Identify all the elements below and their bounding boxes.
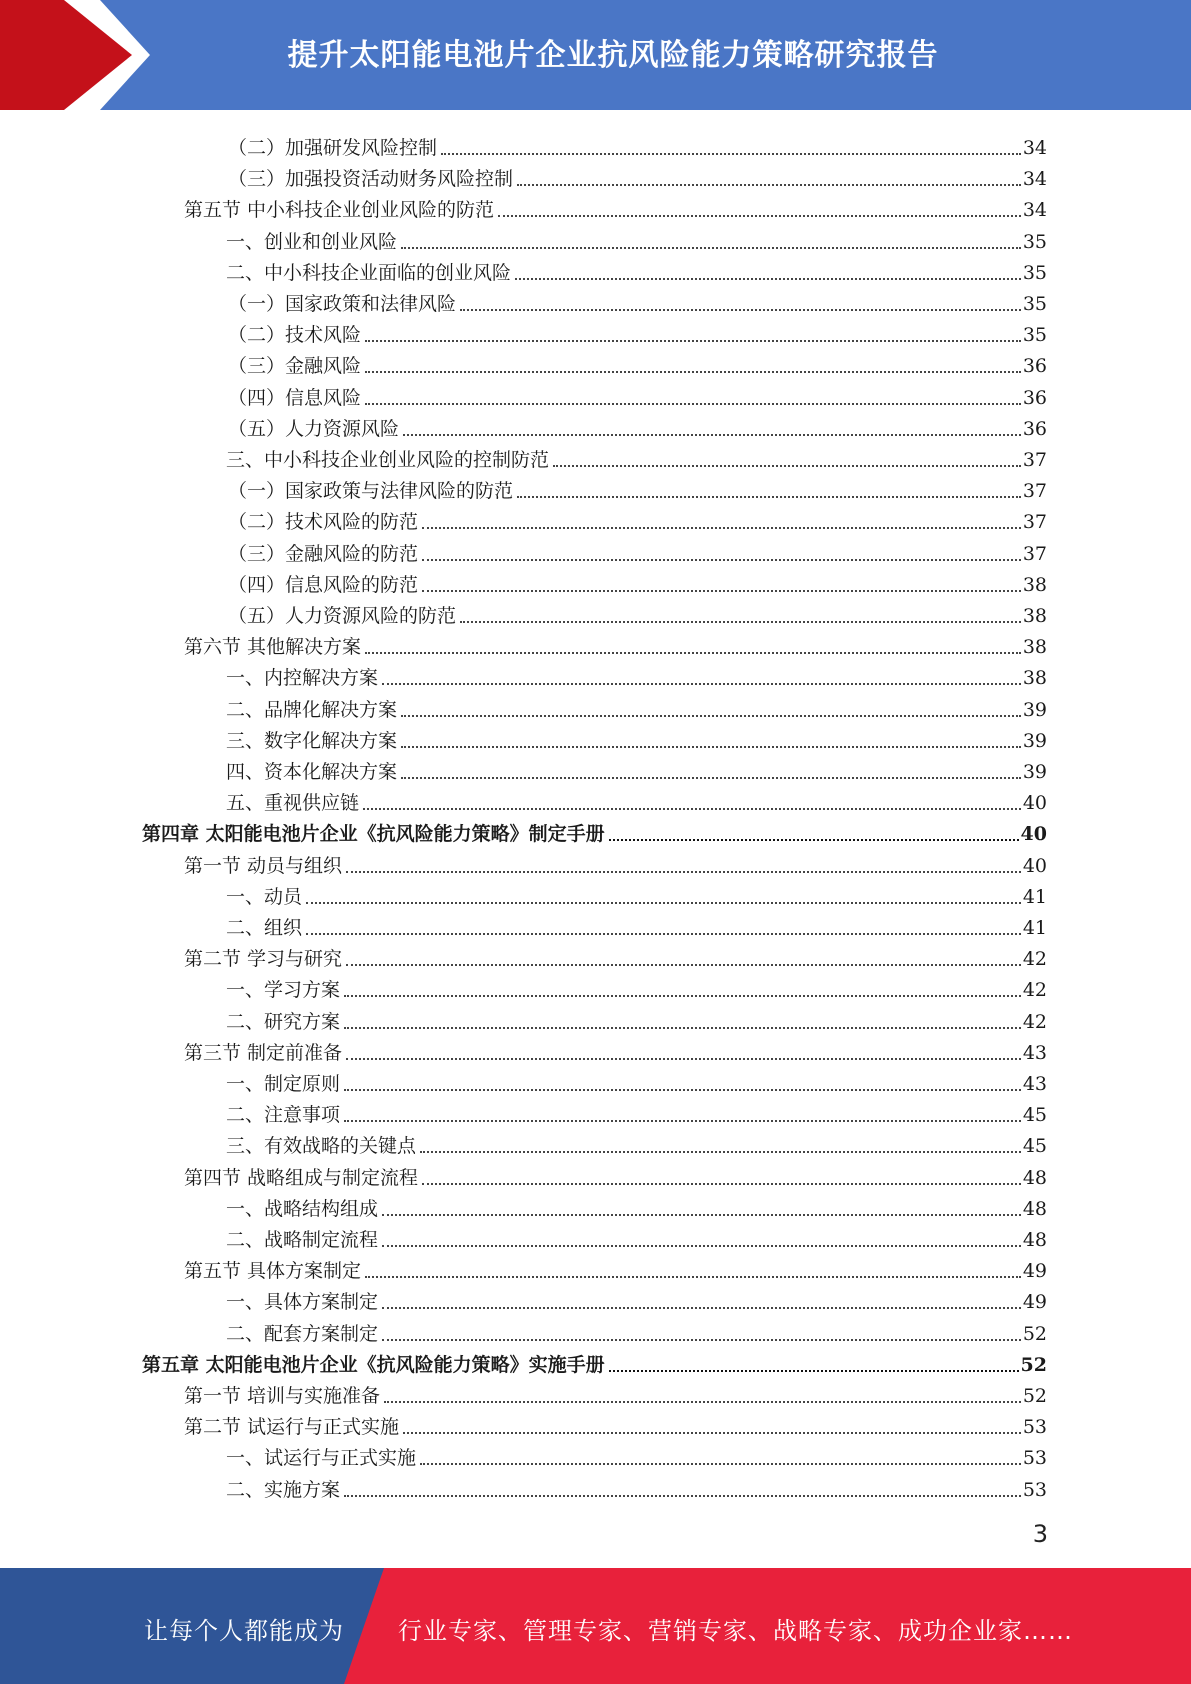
toc-dot-leader (344, 1027, 1021, 1029)
toc-entry-label: 一、试运行与正式实施 (226, 1447, 417, 1470)
toc-dot-leader (346, 871, 1021, 873)
toc-entry[interactable] (184, 846, 1047, 877)
toc-dot-leader (420, 1151, 1021, 1153)
toc-dot-leader (401, 746, 1021, 748)
toc-dot-leader (401, 715, 1021, 717)
toc-entry-page: 37 (1022, 542, 1047, 565)
toc-entry[interactable] (226, 1002, 1047, 1033)
toc-entry-label: （二）技术风险 (228, 324, 362, 347)
toc-entry-label: 第一节 动员与组织 (184, 854, 343, 877)
toc-dot-leader (365, 1276, 1021, 1278)
toc-entry-label: 一、具体方案制定 (226, 1291, 379, 1314)
toc-entry[interactable] (228, 409, 1047, 440)
toc-dot-leader (403, 434, 1021, 436)
toc-entry-page: 49 (1022, 1291, 1047, 1314)
toc-entry-label: 第二节 学习与研究 (184, 948, 343, 971)
toc-entry[interactable] (228, 346, 1047, 377)
toc-entry[interactable] (226, 721, 1047, 752)
toc-entry-label: 二、战略制定流程 (226, 1229, 379, 1251)
toc-entry-label: 三、有效战略的关键点 (226, 1135, 417, 1158)
toc-entry-page: 37 (1022, 511, 1047, 534)
toc-entry-page: 36 (1022, 386, 1047, 409)
toc-entry-page: 35 (1022, 324, 1047, 347)
toc-dot-leader (306, 902, 1021, 904)
toc-entry[interactable] (184, 190, 1047, 221)
toc-entry-page: 53 (1022, 1478, 1047, 1501)
toc-entry-page: 36 (1022, 355, 1047, 378)
toc-entry-label: 二、配套方案制定 (226, 1322, 379, 1345)
toc-entry[interactable] (226, 1095, 1047, 1126)
toc-entry-page: 53 (1022, 1447, 1047, 1470)
toc-dot-leader (365, 340, 1021, 342)
toc-dot-leader (382, 1307, 1021, 1309)
toc-entry-page: 34 (1022, 137, 1047, 159)
toc-entry-label: （三）金融风险 (228, 355, 362, 378)
toc-entry-label: 二、实施方案 (226, 1478, 341, 1501)
toc-entry[interactable] (226, 783, 1047, 814)
toc-entry-page: 52 (1020, 1353, 1047, 1376)
toc-entry-page: 49 (1022, 1260, 1047, 1283)
toc-entry-label: 第五节 中小科技企业创业风险的防范 (184, 199, 495, 222)
toc-entry[interactable] (184, 627, 1047, 658)
toc-dot-leader (403, 1432, 1021, 1434)
toc-entry-page: 37 (1022, 480, 1047, 503)
toc-entry[interactable] (228, 315, 1047, 346)
toc-dot-leader (609, 1370, 1019, 1372)
footer-slogan-right: 行业专家、管理专家、营销专家、战略专家、成功企业家…… (398, 1617, 1073, 1645)
toc-entry-page: 43 (1022, 1041, 1047, 1064)
toc-entry[interactable] (226, 1220, 1047, 1251)
toc-entry-label: 二、组织 (226, 917, 303, 939)
toc-entry[interactable] (228, 471, 1047, 502)
toc-dot-leader (344, 1120, 1021, 1122)
toc-entry[interactable] (226, 970, 1047, 1001)
toc-entry-label: 二、研究方案 (226, 1010, 341, 1033)
toc-entry-label: （二）加强研发风险控制 (228, 137, 438, 159)
toc-entry-page: 38 (1022, 667, 1047, 690)
toc-entry-page: 39 (1022, 729, 1047, 752)
toc-dot-leader (420, 1463, 1021, 1465)
toc-dot-leader (422, 590, 1021, 592)
toc-entry-page: 42 (1022, 979, 1047, 1002)
toc-entry[interactable] (228, 502, 1047, 533)
toc-entry[interactable] (226, 908, 1047, 939)
toc-entry-label: 第三节 制定前准备 (184, 1041, 343, 1064)
toc-entry-page: 36 (1022, 417, 1047, 440)
toc-dot-leader (346, 964, 1021, 966)
toc-entry-label: （一）国家政策与法律风险的防范 (228, 480, 514, 503)
toc-entry[interactable] (226, 1470, 1047, 1501)
toc-dot-leader (384, 1401, 1021, 1403)
toc-entry-page: 34 (1022, 199, 1047, 222)
toc-dot-leader (306, 933, 1021, 935)
toc-entry[interactable] (226, 1189, 1047, 1220)
toc-dot-leader (365, 403, 1021, 405)
toc-entry[interactable] (226, 658, 1047, 689)
toc-entry-page: 38 (1022, 605, 1047, 627)
toc-entry-label: 五、重视供应链 (226, 792, 360, 815)
toc-dot-leader (346, 1058, 1021, 1060)
toc-entry-page: 40 (1022, 792, 1047, 815)
toc-entry-page: 35 (1022, 261, 1047, 284)
toc-entry[interactable] (184, 939, 1047, 970)
toc-dot-leader (498, 215, 1021, 217)
toc-entry-page: 34 (1022, 168, 1047, 191)
page-footer (0, 1568, 1191, 1684)
toc-entry-label: （二）技术风险的防范 (228, 511, 419, 534)
toc-entry-page: 45 (1022, 1135, 1047, 1158)
toc-entry-page: 53 (1022, 1416, 1047, 1439)
toc-entry[interactable] (142, 1345, 1047, 1376)
toc-dot-leader (422, 527, 1021, 529)
toc-entry-page: 39 (1022, 761, 1047, 783)
toc-entry-label: 二、注意事项 (226, 1104, 341, 1127)
toc-entry-page: 35 (1022, 230, 1047, 253)
toc-entry[interactable] (142, 814, 1047, 845)
toc-entry-page: 52 (1022, 1385, 1047, 1407)
toc-entry[interactable] (184, 1033, 1047, 1064)
toc-entry-page: 43 (1022, 1073, 1047, 1095)
toc-entry-page: 41 (1022, 917, 1047, 939)
toc-dot-leader (365, 652, 1021, 654)
toc-dot-leader (344, 1089, 1021, 1091)
toc-entry-label: 第四章 太阳能电池片企业《抗风险能力策略》制定手册 (142, 823, 605, 846)
toc-entry[interactable] (184, 1407, 1047, 1438)
toc-dot-leader (517, 184, 1021, 186)
toc-entry-label: 一、学习方案 (226, 979, 341, 1002)
toc-entry-label: （四）信息风险的防范 (228, 573, 419, 596)
toc-entry-page: 52 (1022, 1322, 1047, 1345)
toc-dot-leader (344, 995, 1021, 997)
toc-entry-page: 39 (1022, 698, 1047, 721)
toc-entry-label: （五）人力资源风险的防范 (228, 605, 457, 627)
toc-entry[interactable] (226, 877, 1047, 908)
toc-entry-page: 45 (1022, 1104, 1047, 1127)
toc-entry-label: 一、创业和创业风险 (226, 230, 398, 253)
footer-slogan-left: 让每个人都能成为 (144, 1617, 344, 1645)
toc-entry-page: 40 (1020, 823, 1047, 846)
toc-entry[interactable] (184, 1251, 1047, 1282)
toc-entry[interactable] (226, 222, 1047, 253)
toc-entry-label: （三）加强投资活动财务风险控制 (228, 168, 514, 191)
toc-dot-leader (401, 777, 1021, 779)
toc-dot-leader (609, 839, 1019, 841)
toc-entry[interactable] (226, 752, 1047, 783)
document-title: 提升太阳能电池片企业抗风险能力策略研究报告 (287, 38, 939, 73)
toc-entry-label: 第四节 战略组成与制定流程 (184, 1166, 419, 1189)
toc-dot-leader (365, 371, 1021, 373)
toc-entry[interactable] (228, 159, 1047, 190)
toc-entry-label: （四）信息风险 (228, 386, 362, 409)
toc-entry-label: 三、中小科技企业创业风险的控制防范 (226, 449, 550, 471)
toc-entry[interactable] (226, 690, 1047, 721)
toc-entry[interactable] (228, 534, 1047, 565)
toc-entry-label: 一、战略结构组成 (226, 1197, 379, 1220)
toc-entry[interactable] (228, 378, 1047, 409)
toc-entry-label: 四、资本化解决方案 (226, 761, 398, 783)
toc-entry-page: 37 (1022, 449, 1047, 471)
toc-entry-label: 第五节 具体方案制定 (184, 1260, 362, 1283)
toc-entry-label: （五）人力资源风险 (228, 417, 400, 440)
toc-dot-leader (515, 278, 1021, 280)
toc-entry[interactable] (228, 596, 1047, 627)
toc-entry[interactable] (226, 440, 1047, 471)
page-header (0, 0, 1191, 110)
toc-entry-label: 第六节 其他解决方案 (184, 636, 362, 659)
toc-entry-page: 35 (1022, 293, 1047, 315)
toc-dot-leader (382, 1339, 1021, 1341)
toc-entry-page: 40 (1022, 854, 1047, 877)
toc-entry[interactable] (226, 1314, 1047, 1345)
toc-entry-label: （三）金融风险的防范 (228, 542, 419, 565)
toc-dot-leader (401, 247, 1021, 249)
toc-entry-label: 三、数字化解决方案 (226, 729, 398, 752)
toc-entry-label: 第一节 培训与实施准备 (184, 1385, 381, 1407)
toc-dot-leader (382, 683, 1021, 685)
toc-entry-label: 第五章 太阳能电池片企业《抗风险能力策略》实施手册 (142, 1353, 605, 1376)
toc-entry-label: 第二节 试运行与正式实施 (184, 1416, 400, 1439)
toc-entry-page: 48 (1022, 1166, 1047, 1189)
toc-dot-leader (460, 309, 1021, 311)
toc-entry-page: 38 (1022, 573, 1047, 596)
toc-entry-page: 42 (1022, 1010, 1047, 1033)
toc-entry[interactable] (184, 1376, 1047, 1407)
toc-dot-leader (517, 496, 1021, 498)
toc-entry-label: （一）国家政策和法律风险 (228, 293, 457, 315)
toc-entry-label: 二、中小科技企业面临的创业风险 (226, 261, 512, 284)
toc-entry[interactable] (184, 1158, 1047, 1189)
toc-dot-leader (363, 808, 1021, 810)
toc-entry-label: 二、品牌化解决方案 (226, 698, 398, 721)
toc-entry[interactable] (226, 1282, 1047, 1313)
toc-entry[interactable] (226, 1126, 1047, 1157)
toc-entry[interactable] (228, 565, 1047, 596)
toc-entry-page: 48 (1022, 1229, 1047, 1251)
toc-dot-leader (382, 1214, 1021, 1216)
toc-entry[interactable] (226, 1438, 1047, 1469)
toc-entry-label: 一、动员 (226, 885, 303, 908)
toc-dot-leader (553, 465, 1021, 467)
toc-entry-page: 38 (1022, 636, 1047, 659)
toc-entry[interactable] (226, 1064, 1047, 1095)
toc-entry-label: 一、制定原则 (226, 1073, 341, 1095)
toc-entry[interactable] (228, 284, 1047, 315)
toc-entry-page: 48 (1022, 1197, 1047, 1220)
toc-entry-page: 42 (1022, 948, 1047, 971)
toc-entry-label: 一、内控解决方案 (226, 667, 379, 690)
toc-dot-leader (344, 1495, 1021, 1497)
toc-dot-leader (460, 621, 1021, 623)
toc-dot-leader (441, 153, 1021, 155)
toc-dot-leader (422, 1183, 1021, 1185)
toc-entry-page: 41 (1022, 885, 1047, 908)
toc-dot-leader (382, 1245, 1021, 1247)
toc-dot-leader (422, 559, 1021, 561)
toc-entry[interactable] (228, 128, 1047, 159)
page-number: 3 (1032, 1520, 1048, 1548)
toc-entry[interactable] (226, 253, 1047, 284)
